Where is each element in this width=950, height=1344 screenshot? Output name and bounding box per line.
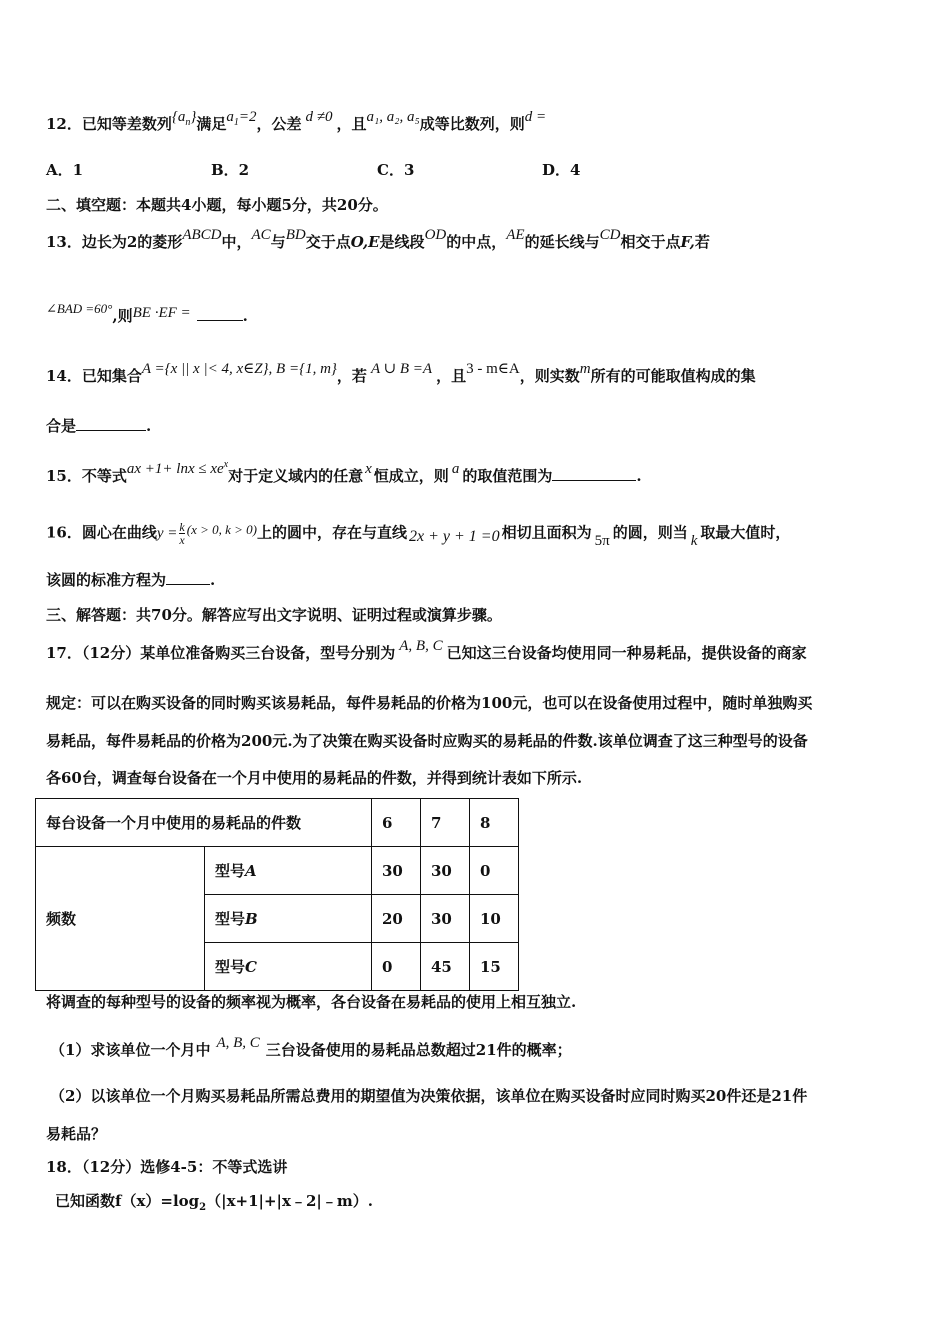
q16-text: 相切且面积为 (501, 523, 592, 542)
q14-condition: 3 - m∈A (466, 361, 520, 377)
q16-text: 的圆，则当 (612, 523, 688, 542)
q14-text: 合是 (46, 417, 77, 435)
option-a: A．1 (46, 161, 84, 179)
q16-fraction-numerator: k (179, 520, 185, 534)
q17-sub1-abc: A, B, C (216, 1035, 260, 1051)
q13-text: 相交于点 (620, 233, 681, 251)
q18-func-text: 已知函数f（x）=log (55, 1192, 200, 1210)
q15-lead: 15．不等式 (46, 467, 127, 485)
q13-text: 的中点， (446, 233, 507, 251)
q14-m: m (579, 361, 591, 377)
q14-union: A ∪ B =A (370, 361, 433, 377)
table-row (36, 847, 519, 895)
q17-sub1-lead: （1）求该单位一个月中 (50, 1041, 211, 1059)
table-cell: 0 (372, 943, 421, 991)
table-header-row (36, 799, 519, 847)
table-cell: 30 (421, 895, 470, 943)
q16-end: . (210, 571, 216, 589)
q14-lead: 14．已知集合 (46, 367, 142, 385)
q17-paragraph-3: 易耗品，每件易耗品的价格为200元.为了决策在购买设备时应购买的易耗品的件数.该单位调查了这三种型号的设备 (46, 732, 808, 750)
q15-inequality: ax $+1+ \ln x \le xe^x$ (126, 459, 229, 477)
q18-function (55, 1191, 373, 1218)
q15-text: 恒成立，则 (373, 467, 449, 485)
q17-after-table: 将调查的每种型号的设备的频率视为概率，各台设备在易耗品的使用上相互独立. (46, 993, 577, 1011)
q16-answer-blank (166, 570, 210, 585)
q13-text: 的延长线与 (524, 233, 600, 251)
table-row-label (205, 847, 372, 895)
model-name: A (245, 862, 257, 880)
q16-fraction (179, 521, 184, 546)
q12-seq: $\{a_n\}$ (171, 109, 197, 128)
q16-k: k (690, 532, 698, 549)
q12-text-4: 成等比数列，则 (419, 115, 525, 133)
q15-a: a (451, 461, 460, 477)
q12-text-3: ，且 (336, 115, 367, 133)
q13-dot-product: BE ·EF = (132, 305, 191, 321)
q13-text: ,则 (112, 307, 133, 325)
q14-text: ，且 (436, 367, 467, 385)
q13-end: . (242, 307, 248, 325)
q15-end: . (636, 467, 642, 485)
q13-text: 中， (221, 233, 252, 251)
consumables-table (35, 798, 519, 991)
table-cell: 30 (421, 847, 470, 895)
q16-line (46, 520, 791, 549)
q16-line-eq: 2x + y + 1 =0 (409, 527, 500, 545)
q14-answer-blank (76, 416, 146, 431)
q16-lead: 16．圆心在曲线 (46, 523, 157, 542)
q16-text: 取最大值时， (700, 523, 791, 542)
q17-lead: 17．（12分）某单位准备购买三台设备，型号分别为 (46, 644, 396, 662)
q17-line (46, 638, 807, 664)
q12-text-1: 满足 (196, 115, 227, 133)
q13-bd: BD (285, 227, 306, 243)
table-cell: 30 (372, 847, 421, 895)
table-cell: 20 (372, 895, 421, 943)
q13-ac: AC (251, 227, 271, 243)
model-label: 型号 (215, 958, 246, 976)
q13-text: 若 (694, 233, 710, 251)
q13-text: 与 (270, 233, 286, 251)
q13-od: OD (424, 227, 447, 243)
q16-fraction-denominator: x (179, 533, 185, 547)
q14-text: 所有的可能取值构成的集 (590, 367, 756, 385)
q15-answer-blank (552, 466, 636, 481)
q17-sub-2: （2）以该单位一个月购买易耗品所需总费用的期望值为决策依据，该单位在购买设备时应同时购买20件还是21件 (50, 1087, 808, 1105)
table-col-header: 8 (470, 799, 519, 847)
q13-abcd: ABCD (182, 227, 222, 243)
model-name: B (245, 910, 258, 928)
q16-y-eq: y = (156, 525, 178, 542)
q13-angle: ∠BAD =60° (46, 301, 113, 316)
q18-heading: 18．（12分）选修4-5：不等式选讲 (46, 1158, 288, 1176)
model-label: 型号 (215, 910, 246, 928)
q16-domain: (x > 0, k > 0) (186, 521, 257, 537)
q12-d-neq: d ≠0 (305, 109, 333, 125)
q17-abc: A, B, C (399, 638, 443, 654)
q12-d-eq: d = (524, 109, 547, 125)
q18-func-text: （|x+1|+|x﹣2|﹣m）. (206, 1192, 373, 1210)
q13-answer-blank (197, 306, 243, 321)
q13-line (46, 227, 710, 253)
q15-x: x (365, 461, 372, 477)
q17-sub-2-line-2: 易耗品？ (46, 1125, 107, 1143)
model-label: 型号 (215, 862, 246, 880)
q13-ae: AE (506, 227, 525, 243)
table-row-label (205, 943, 372, 991)
q12-text-2: ，公差 (256, 115, 302, 133)
q15-text: 对于定义域内的任意 (228, 467, 364, 485)
q17-sub1-text: 三台设备使用的易耗品总数超过21件的概率； (265, 1041, 572, 1059)
table-cell: 15 (470, 943, 519, 991)
q14-line (46, 361, 756, 387)
q13-text: 交于点 (305, 233, 351, 251)
q13-line-2 (46, 301, 248, 327)
q15-line (46, 459, 642, 487)
model-name: C (245, 958, 257, 976)
q14-line-2 (46, 416, 151, 436)
q12-lead: 12．已知等差数列 (46, 115, 172, 133)
table-row-label (205, 895, 372, 943)
option-c: C．3 (377, 161, 415, 179)
section-2-heading: 二、填空题：本题共4小题，每小题5分，共20分。 (46, 196, 388, 214)
q17-text: 已知这三台设备均使用同一种易耗品，提供设备的商家 (446, 644, 807, 662)
q13-oe: O,E (350, 233, 380, 251)
q16-text: 该圆的标准方程为 (46, 571, 167, 589)
table-cell: 0 (470, 847, 519, 895)
q14-text: ，若 (336, 367, 367, 385)
q15-text: 的取值范围为 (462, 467, 553, 485)
q16-area: 5π (594, 532, 610, 549)
table-cell: 10 (470, 895, 519, 943)
q14-text: ，则实数 (519, 367, 580, 385)
q12-terms: a₁, a₂, a₅ (366, 109, 420, 125)
q14-end: . (146, 417, 152, 435)
option-d: D．4 (542, 161, 581, 179)
q14-sets: A ={x || x |< 4, x∈Z}, B ={1, m} (141, 361, 337, 377)
q16-line-2 (46, 570, 215, 590)
table-group-cell: 频数 (36, 847, 205, 991)
q13-text: 是线段 (379, 233, 425, 251)
q12-a1: $a_1=2$ (226, 109, 257, 128)
table-col-header: 6 (372, 799, 421, 847)
q13-f: F, (680, 233, 695, 251)
q17-paragraph-4: 各60台，调查每台设备在一个月中使用的易耗品的件数，并得到统计表如下所示. (46, 769, 583, 787)
q17-sub-1 (50, 1035, 572, 1061)
q16-text: 上的圆中，存在与直线 (256, 523, 407, 542)
q18-log-base: 2 (199, 1202, 207, 1213)
q17-paragraph-2: 规定：可以在购买设备的同时购买该易耗品，每件易耗品的价格为100元，也可以在设备使用过程中，随时单独购买 (46, 694, 813, 712)
table-col-header: 7 (421, 799, 470, 847)
q13-cd: CD (599, 227, 621, 243)
table-header-cell: 每台设备一个月中使用的易耗品的件数 (36, 799, 372, 847)
q12-line (46, 109, 547, 141)
table-cell: 45 (421, 943, 470, 991)
q13-lead: 13．边长为2的菱形 (46, 233, 183, 251)
section-3-heading: 三、解答题：共70分。解答应写出文字说明、证明过程或演算步骤。 (46, 606, 502, 624)
option-b: B．2 (211, 161, 250, 179)
